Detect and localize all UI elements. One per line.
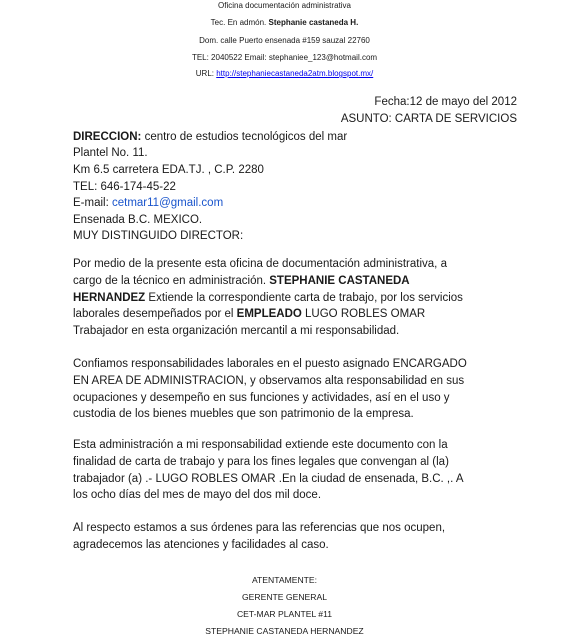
paragraph-2 — [73, 356, 503, 423]
paragraph-1 — [73, 256, 503, 340]
p4-line: Al respecto estamos a sus órdenes para las referencias que nos ocupen, — [73, 522, 446, 534]
signer-title: GERENTE GENERAL — [241, 592, 327, 602]
p4-line: agradecemos las atenciones y facilidades al caso. — [73, 538, 329, 551]
date-line: Fecha:12 de mayo del 2012 — [374, 96, 517, 108]
empleado-label: EMPLEADO — [236, 308, 302, 321]
admin-prefix: Tec. En admón. — [210, 18, 267, 27]
salutation: MUY DISTINGUIDO DIRECTOR: — [73, 230, 244, 242]
p1-line-2 — [73, 273, 503, 290]
office-contact: TEL: 2040522 Email: stephaniee_123@hotmail.com — [191, 53, 378, 62]
closing: ATENTAMENTE: — [251, 575, 318, 585]
p1-line-4 — [73, 306, 503, 323]
admin-name: Stephanie castaneda H. — [268, 18, 359, 27]
signer-name: STEPHANIE CASTANEDA HERNANDEZ — [205, 626, 364, 636]
recipient-address: Km 6.5 carretera EDA.TJ. , C.P. 2280 — [73, 164, 264, 176]
employee-name: LUGO ROBLES OMAR — [301, 308, 426, 321]
recipient-direccion — [73, 131, 347, 143]
url-label: URL: — [195, 69, 214, 78]
blog-link[interactable]: http://stephaniecastaneda2atm.blogspot.mx/ — [216, 69, 374, 78]
institution-name: centro de estudios tecnológicos del mar — [141, 131, 348, 143]
p1-text: laborales desempeñados por el — [73, 308, 237, 321]
admin-line — [0, 18, 569, 27]
email-label: E-mail: — [73, 197, 112, 209]
p2-line: Confiamos responsabilidades laborales en el puesto asignado ENCARGADO — [73, 358, 467, 370]
recipient-phone: TEL: 646-174-45-22 — [73, 181, 176, 193]
employee-manager-name: STEPHANIE CASTANEDA — [269, 274, 410, 287]
recipient-campus: Plantel No. 11. — [73, 147, 148, 159]
url-line — [0, 69, 569, 78]
p1-line-3 — [73, 290, 503, 307]
office-address: Dom. calle Puerto ensenada #159 sauzal 22760 — [199, 36, 370, 45]
p1-text: cargo de la técnico en administración. — [73, 274, 270, 287]
p2-line: ocupaciones y desempeño en sus funciones y actividades, así en el uso y — [73, 391, 450, 404]
recipient-email-line — [73, 197, 223, 209]
email-link[interactable]: cetmar11@gmail.com — [111, 197, 224, 209]
p1-line-5: Trabajador en esta organización mercantil a mi responsabilidad. — [73, 325, 400, 338]
p1-text: Extiende la correspondiente carta de trabajo, por los servicios — [145, 291, 463, 304]
p3-line: finalidad de carta de trabajo y para los fines legales que convengan al (la) — [73, 455, 449, 468]
p3-line: Esta administración a mi responsabilidad extiende este documento con la — [73, 439, 448, 451]
p3-line: los ocho días del mes de mayo del dos mil doce. — [73, 489, 322, 502]
recipient-city: Ensenada B.C. MEXICO. — [73, 214, 203, 226]
employee-manager-surname: HERNANDEZ — [73, 291, 146, 304]
p2-line: custodia de los bienes muebles que son patrimonio de la empresa. — [73, 408, 414, 421]
office-name: Oficina documentación administrativa — [218, 1, 351, 10]
paragraph-4 — [73, 520, 503, 554]
signer-org: CET-MAR PLANTEL #11 — [236, 609, 333, 619]
subject-line: ASUNTO: CARTA DE SERVICIOS — [340, 113, 517, 125]
direccion-label: DIRECCION: — [73, 131, 142, 143]
paragraph-3 — [73, 437, 503, 504]
p2-line: EN AREA DE ADMINISTRACION, y observamos alta responsabilidad en sus — [73, 374, 465, 387]
p1-line-1: Por medio de la presente esta oficina de documentación administrativa, a — [73, 258, 447, 270]
p3-line: trabajador (a) .- LUGO ROBLES OMAR .En la ciudad de ensenada, B.C. ,. A — [73, 472, 464, 485]
